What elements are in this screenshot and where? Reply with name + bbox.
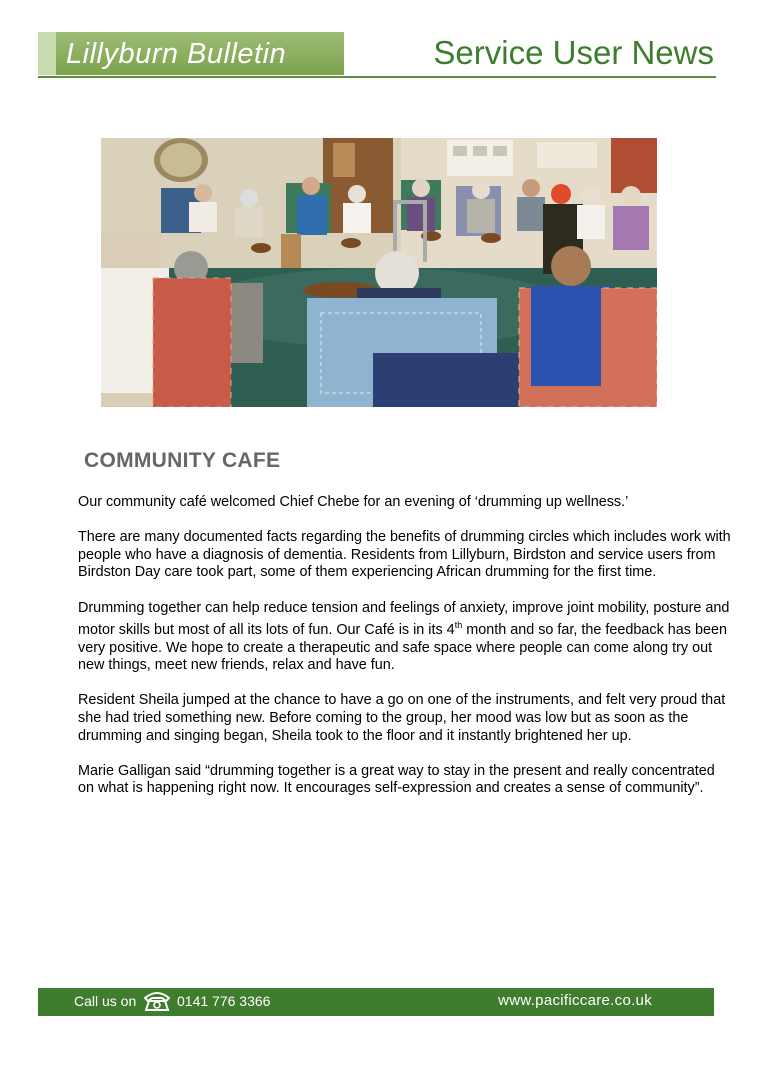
paragraph-text: month and so far, the feedback has been very positive. We hope to create a therapeutic and safe space where people can come along try out new things, meet new friends, relax and have fun.: [78, 621, 728, 674]
bulletin-logo: [38, 32, 344, 75]
drumming-circle-photo: [101, 138, 657, 407]
page-footer: [38, 988, 714, 1016]
phone-number[interactable]: 0141 776 3366: [177, 993, 271, 1009]
phone-icon: [142, 990, 172, 1012]
article-title: COMMUNITY CAFE: [84, 449, 281, 472]
article-paragraph: Resident Sheila jumped at the chance to have a go on one of the instruments, and felt very proud that she had tried something new. Before coming to the group, her mood was low but as soon as the drumming and singing began, Sheila took to the floor and it instantly brightened her up.: [78, 692, 726, 744]
logo-text: Lillyburn Bulletin: [66, 38, 287, 70]
article-paragraph: Our community café welcomed Chief Chebe for an evening of ‘drumming up wellness.’: [78, 494, 629, 510]
article-paragraph: Marie Galligan said “drumming together is a great way to stay in the present and really concentrated on what is happening right now. It encourages self-expression and creates a sense of community”.: [78, 762, 715, 797]
paragraph-text: Drumming together can help reduce tension and feelings of anxiety, improve joint mobility, posture and motor skills but most of all its lots of fun. Our Café is in its 4: [78, 599, 730, 638]
page-header: [38, 30, 716, 80]
header-divider: [38, 76, 716, 78]
article-paragraph: There are many documented facts regarding the benefits of drumming circles which includes work with people who have a diagnosis of dementia. Residents from Lillyburn, Birdston and service users from Birdston Day care took part, some of them experiencing African drumming for the first time.: [78, 529, 731, 581]
page-title: Service User News: [433, 34, 714, 71]
call-label: Call us on: [74, 993, 137, 1009]
website-link[interactable]: www.pacificcare.co.uk: [498, 992, 652, 1009]
superscript-suffix: th: [454, 620, 463, 631]
article-body: [78, 494, 733, 815]
article-paragraph: [78, 600, 733, 675]
